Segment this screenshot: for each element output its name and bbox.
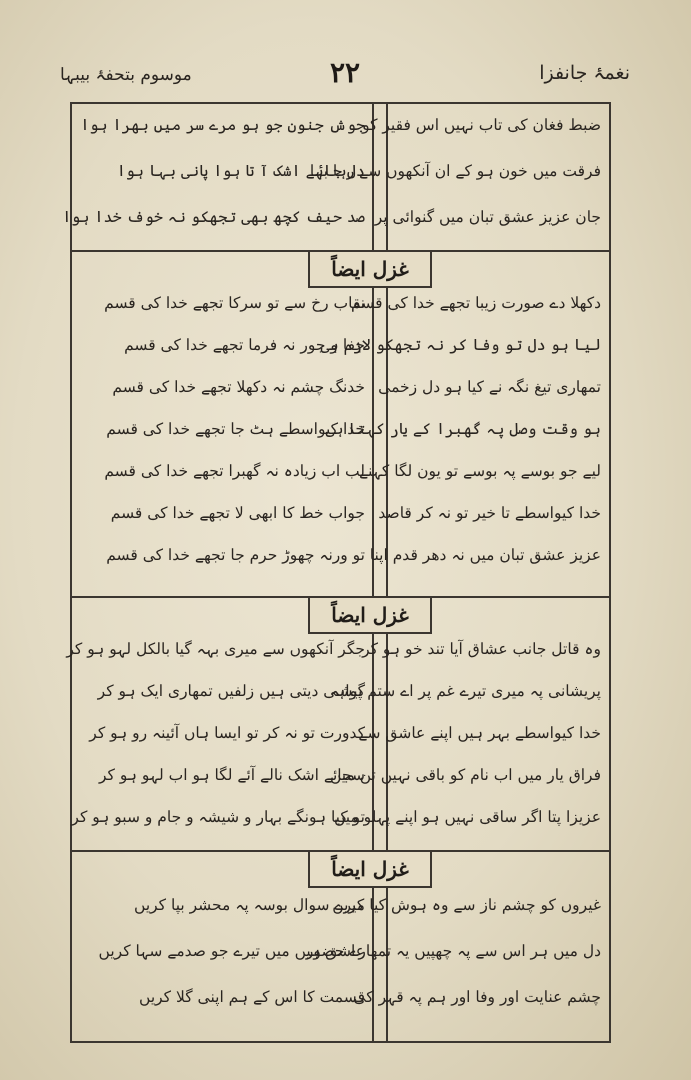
verse-line: لب اب زیادہ نہ گھبرا تجھے خدا کی قسم: [104, 462, 365, 480]
verse-line: میرے سوال بوسہ پہ محشر بپا کریں: [134, 896, 365, 914]
verse-line: جفا و جور نہ فرما تجھے خدا کی قسم: [124, 336, 365, 354]
section-0-left-verses: [62, 116, 365, 248]
verse-line: جواب خط کا ابھی لا تجھے خدا کی قسم: [110, 504, 365, 522]
verse-line: سجائے اشک نالے آئے لگا ہو اب لہو ہو کر: [99, 766, 365, 784]
verse-line: خدنگ چشم نہ دکھلا تجھے خدا کی قسم: [112, 378, 365, 396]
verse-line: دکھلا دے صورت زیبا تجھے خدا کی قسم: [350, 294, 601, 312]
section-3-left-verses: [80, 898, 365, 1036]
verse-line: دل میں ہر اس سے پہ چھپیں یہ تمھارے حضور: [305, 942, 601, 960]
section-note: موسوم بتحفۂ بیبہا: [60, 65, 192, 85]
verse-line: فراق یار میں اب نام کو باقی نہیں تن میں: [330, 766, 601, 784]
verse-line: لیا ہو دل تو وفا کر نہ تجھکو لازم ہی: [320, 336, 601, 354]
verse-line: تو ورنہ چھوڑ حرم جا تجھے خدا کی قسم: [106, 546, 365, 564]
verse-line: جگر آنکھوں سے میری بہہ گیا بالکل لہو ہو کر: [66, 640, 365, 658]
verse-line: ضبط فغان کی تاب نہیں اس فقیر کو: [362, 116, 601, 134]
book-title: نغمۂ جانفزا: [539, 62, 630, 84]
verse-line: عزیز عشق تبان میں نہ دھر قدم اپنا: [369, 546, 601, 564]
verse-line: وہ قاتل جانب عشاق آیا تند خو ہو کر: [362, 640, 601, 658]
ghazal-title: غزل ایضاً: [308, 596, 432, 634]
verse-line: عاشق ہیں میں تیرے جو صدمے سہا کریں: [98, 942, 365, 960]
verse-line: خدا کیواسطے بہر ہیں اپنے عاشق سے: [358, 724, 601, 742]
verse-line: فرقت میں خون ہو کے ان آنکھوں سے رہا بہا: [309, 162, 601, 180]
verse-line: گواہی دیتی ہیں زلفیں تمھاری ایک ہو کر: [97, 682, 365, 700]
section-0-right-verses: [309, 116, 601, 248]
verse-line: خدا کیواسطے ہٹ جا تجھے خدا کی قسم: [106, 420, 365, 438]
section-3-right-verses: [305, 896, 601, 1036]
verse-line: صد حیف کچھ بھی تجھکو نہ خوف خدا ہوا: [62, 208, 365, 226]
verse-line: چشم عنایت اور وفا اور ہم پہ قہر کی: [353, 988, 601, 1006]
verse-line: قسمت کا اس کے ہم اپنی گلا کریں: [139, 988, 365, 1006]
ghazal-title: غزل ایضاً: [308, 850, 432, 888]
verse-line: غیروں کو چشم ناز سے وہ ہوش کیا کریں: [332, 896, 601, 914]
page-header: [60, 56, 630, 96]
verse-line: پریشانی پہ میری تیرے غم پر اے ستم پیشہ: [330, 682, 601, 700]
verse-line: دل جائے اشک آ تا ہوا پانی بہا ہوا: [116, 162, 365, 180]
verse-line: جوش جنون جو ہو مرے سر میں بھرا ہوا: [80, 116, 365, 134]
verse-line: عزیزا پتا اگر ساقی نہیں ہو اپنے پہلو میں: [333, 808, 601, 826]
verse-line: ہو وقت وصل پہ گھبرا کے یار کہتا ہی: [325, 420, 601, 438]
verse-line: تو کیا ہونگے بہار و شیشہ و جام و سبو ہو کر: [71, 808, 365, 826]
section-1-left-verses: [80, 296, 365, 592]
verse-line: جان عزیز عشق تبان میں گنوائی پر: [374, 208, 601, 226]
verse-line: خدا کیواسطے تا خیر تو نہ کر قاصد: [378, 504, 601, 522]
ghazal-title: غزل ایضاً: [308, 250, 432, 288]
page-number: ۲۲: [330, 56, 361, 89]
verse-line: نقاب رخ سے تو سرکا تجھے خدا کی قسم: [104, 294, 365, 312]
section-2-left-verses: [66, 640, 365, 846]
verse-line: لیے جو بوسے پہ بوسے تو یون لگا کہنے: [359, 462, 601, 480]
section-2-right-verses: [330, 640, 601, 846]
verse-line: کدورت تو نہ کر تو ایسا ہاں آئینہ رو ہو کر: [89, 724, 365, 742]
verse-line: تمھاری تیغ نگہ نے کیا ہو دل زخمی: [378, 378, 601, 396]
text-frame: [62, 102, 611, 1043]
section-1-right-verses: [320, 294, 601, 592]
